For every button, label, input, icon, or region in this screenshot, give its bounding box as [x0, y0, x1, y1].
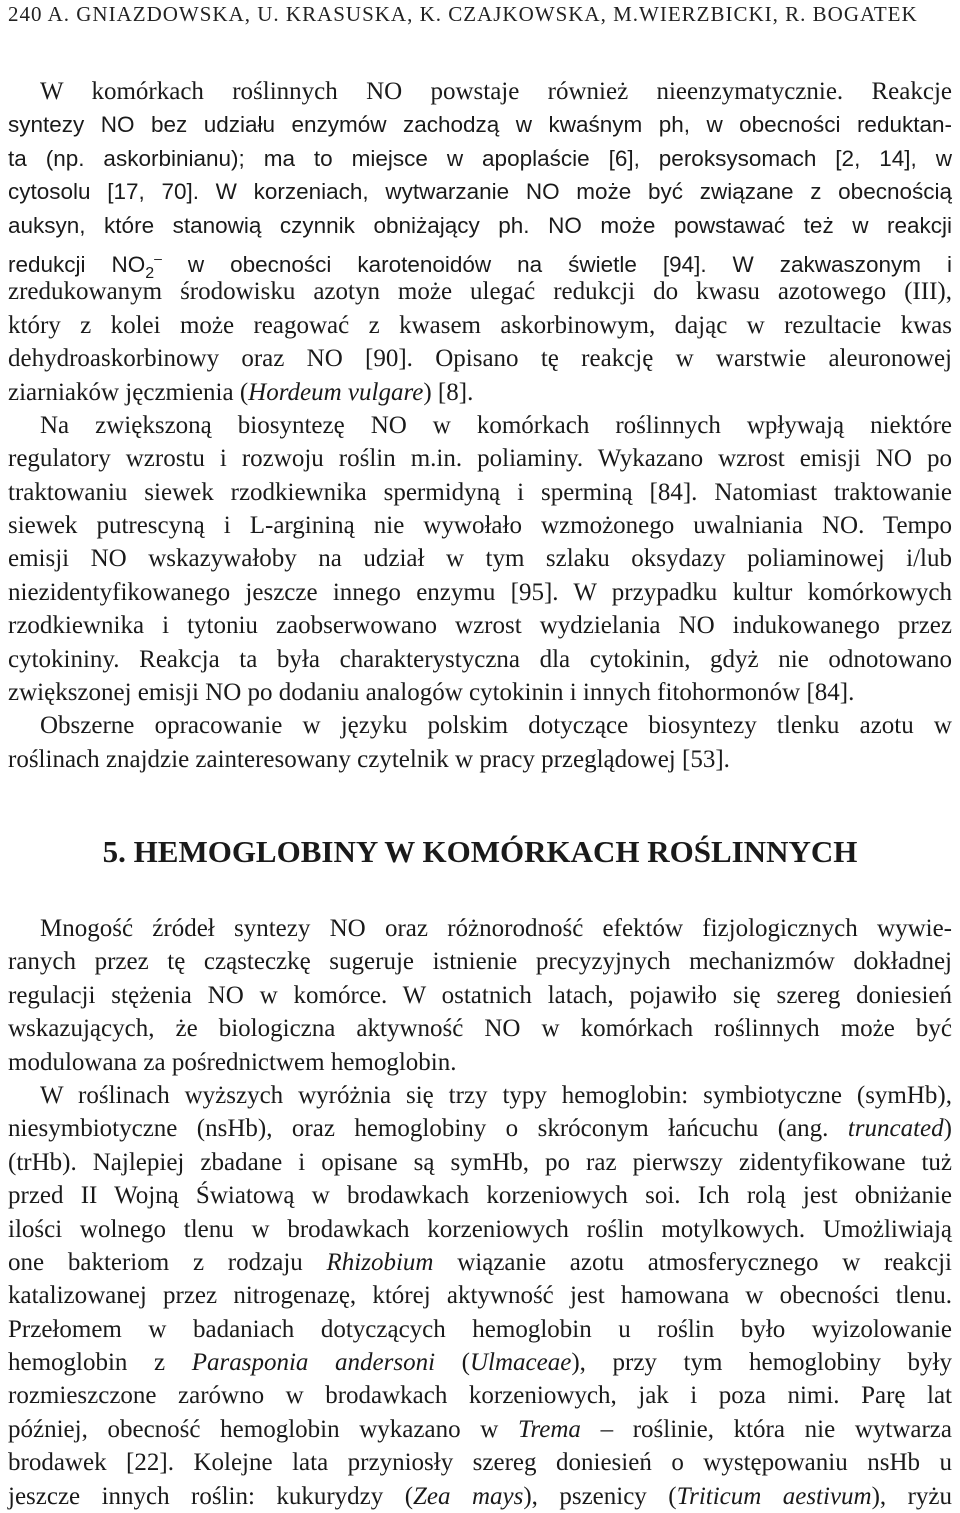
text-line: auksyn, które stanowią czynnik obniżający ph. NO może powstawać też w reakcji — [8, 212, 952, 238]
text-line: Przełomem w badaniach dotyczących hemoglobin u roślin było wyizolowanie — [8, 1315, 952, 1343]
text-line: modulowana za pośrednictwem hemoglobin. — [8, 1048, 457, 1076]
text-line: siewek putrescyną i L-argininą nie wywołało wzmożonego uwalniania NO. Tempo — [8, 512, 952, 540]
text-line: (trHb). Najlepiej zbadane i opisane są symHb, po raz pierwszy zidentyfikowane tuż — [8, 1148, 952, 1176]
text-line-no2: redukcji $NO_2^-$ w obecności karotenoidów na świetle [94]. W zakwaszonym i — [8, 249, 952, 282]
text-line: emisji NO wskazywałoby na udział w tym szlaku oksydazy poliaminowej i/lub — [8, 545, 952, 573]
text-line-parasponia: hemoglobin z Parasponia andersoni (Ulmaceae), przy tym hemoglobiny były — [8, 1349, 952, 1377]
text-line: regulacji stężenia NO w komórce. W ostatnich latach, pojawiło się szereg doniesień — [8, 981, 952, 1009]
text-line: katalizowanej przez nitrogenazę, której aktywność jest hamowana w obecności tlenu. — [8, 1282, 952, 1310]
running-header: 240 A. GNIAZDOWSKA, U. KRASUSKA, K. CZAJKOWSKA, M.WIERZBICKI, R. BOGATEK — [8, 2, 918, 26]
text-line: cytosolu [17, 70]. W korzeniach, wytwarzanie NO może być związane z obecnością — [8, 179, 952, 205]
text-line: zwiększonej emisji NO po dodaniu analogów cytokinin i innych fitohormonów [84]. — [8, 679, 855, 707]
text-line: traktowaniu siewek rzodkiewnika spermidyną i sperminą [84]. Natomiast traktowanie — [8, 478, 952, 506]
text-line: ta (np. askorbinianu); ma to miejsce w apoplaście [6], peroksysomach [2, 14], w — [8, 145, 952, 171]
text-line: który z kolei może reagować z kwasem askorbinowym, dając w rezultacie kwas — [8, 311, 952, 339]
text-line: niezidentyfikowanego jeszcze innego enzymu [95]. W przypadku kultur komórkowych — [8, 578, 952, 606]
text-line: wskazujących, że biologiczna aktywność NO w komórkach roślinnych może być — [8, 1015, 952, 1043]
text-line: brodawek [22]. Kolejne lata przyniosły szereg doniesień o występowaniu nsHb u — [8, 1449, 952, 1477]
text-line: W roślinach wyższych wyróżnia się trzy typy hemoglobin: symbiotyczne (symHb), — [40, 1081, 952, 1109]
text-line: zredukowanym środowisku azotyn może ulegać redukcji do kwasu azotowego (III), — [8, 278, 952, 306]
text-line: przed II Wojną Światową w brodawkach korzeniowych soi. Ich rolą jest obniżanie — [8, 1182, 952, 1210]
text-line: regulatory wzrostu i rozwoju roślin m.in. poliaminy. Wykazano wzrost emisji NO po — [8, 445, 952, 473]
text-line: Mnogość źródeł syntezy NO oraz różnorodność efektów fizjologicznych wywie- — [40, 915, 952, 942]
text-line-truncated: niesymbiotyczne (nsHb), oraz hemoglobiny o skróconym łańcuchu (ang. truncated) — [8, 1115, 952, 1143]
text-line: syntezy NO bez udziału enzymów zachodzą w kwaśnym ph, w obecności reduktan- — [8, 112, 952, 138]
paragraph-block-1 — [8, 75, 952, 776]
text-line: Obszerne opracowanie w języku polskim dotyczące biosyntezy tlenku azotu w — [40, 712, 952, 740]
text-line: dehydroaskorbinowy oraz NO [90]. Opisano tę reakcję w warstwie aleuronowej — [8, 345, 952, 373]
text-line: ilości wolnego tlenu w brodawkach korzeniowych roślin motylkowych. Umożliwiają — [8, 1215, 952, 1243]
text-line-rhizobium: one bakteriom z rodzaju Rhizobium wiązanie azotu atmosferycznego w reakcji — [8, 1248, 952, 1276]
text-line: ranych przez tę cząsteczkę sugeruje istnienie precyzyjnych mechanizmów dokładnej — [8, 948, 952, 976]
text-line-hordeum: ziarniaków jęczmienia (Hordeum vulgare) [8]. — [8, 378, 474, 406]
text-line: rozmieszczone zarówno w brodawkach korzeniowych, jak i poza nimi. Parę lat — [8, 1382, 952, 1410]
text-line-trema: później, obecność hemoglobin wykazano w Trema – roślinie, która nie wytwarza — [8, 1415, 952, 1443]
text-line: Na zwiększoną biosyntezę NO w komórkach roślinnych wpływają niektóre — [40, 411, 952, 439]
text-line: rzodkiewnika i tytoniu zaobserwowano wzrost wydzielania NO indukowanego przez — [8, 612, 952, 640]
text-line-zea: jeszcze innych roślin: kukurydzy (Zea mays), pszenicy (Triticum aestivum), ryżu — [8, 1482, 953, 1510]
text-line: W komórkach roślinnych NO powstaje również nieenzymatycznie. Reakcje — [40, 78, 952, 105]
text-line: roślinach znajdzie zainteresowany czytelnik w pracy przeglądowej [53]. — [8, 745, 730, 773]
paragraph-block-2 — [8, 912, 952, 1513]
section-heading: 5. HEMOGLOBINY W KOMÓRKACH ROŚLINNYCH — [102, 834, 858, 869]
text-line: cytokininy. Reakcja ta była charakterystyczna dla cytokinin, gdyż nie odnotowano — [8, 645, 952, 673]
